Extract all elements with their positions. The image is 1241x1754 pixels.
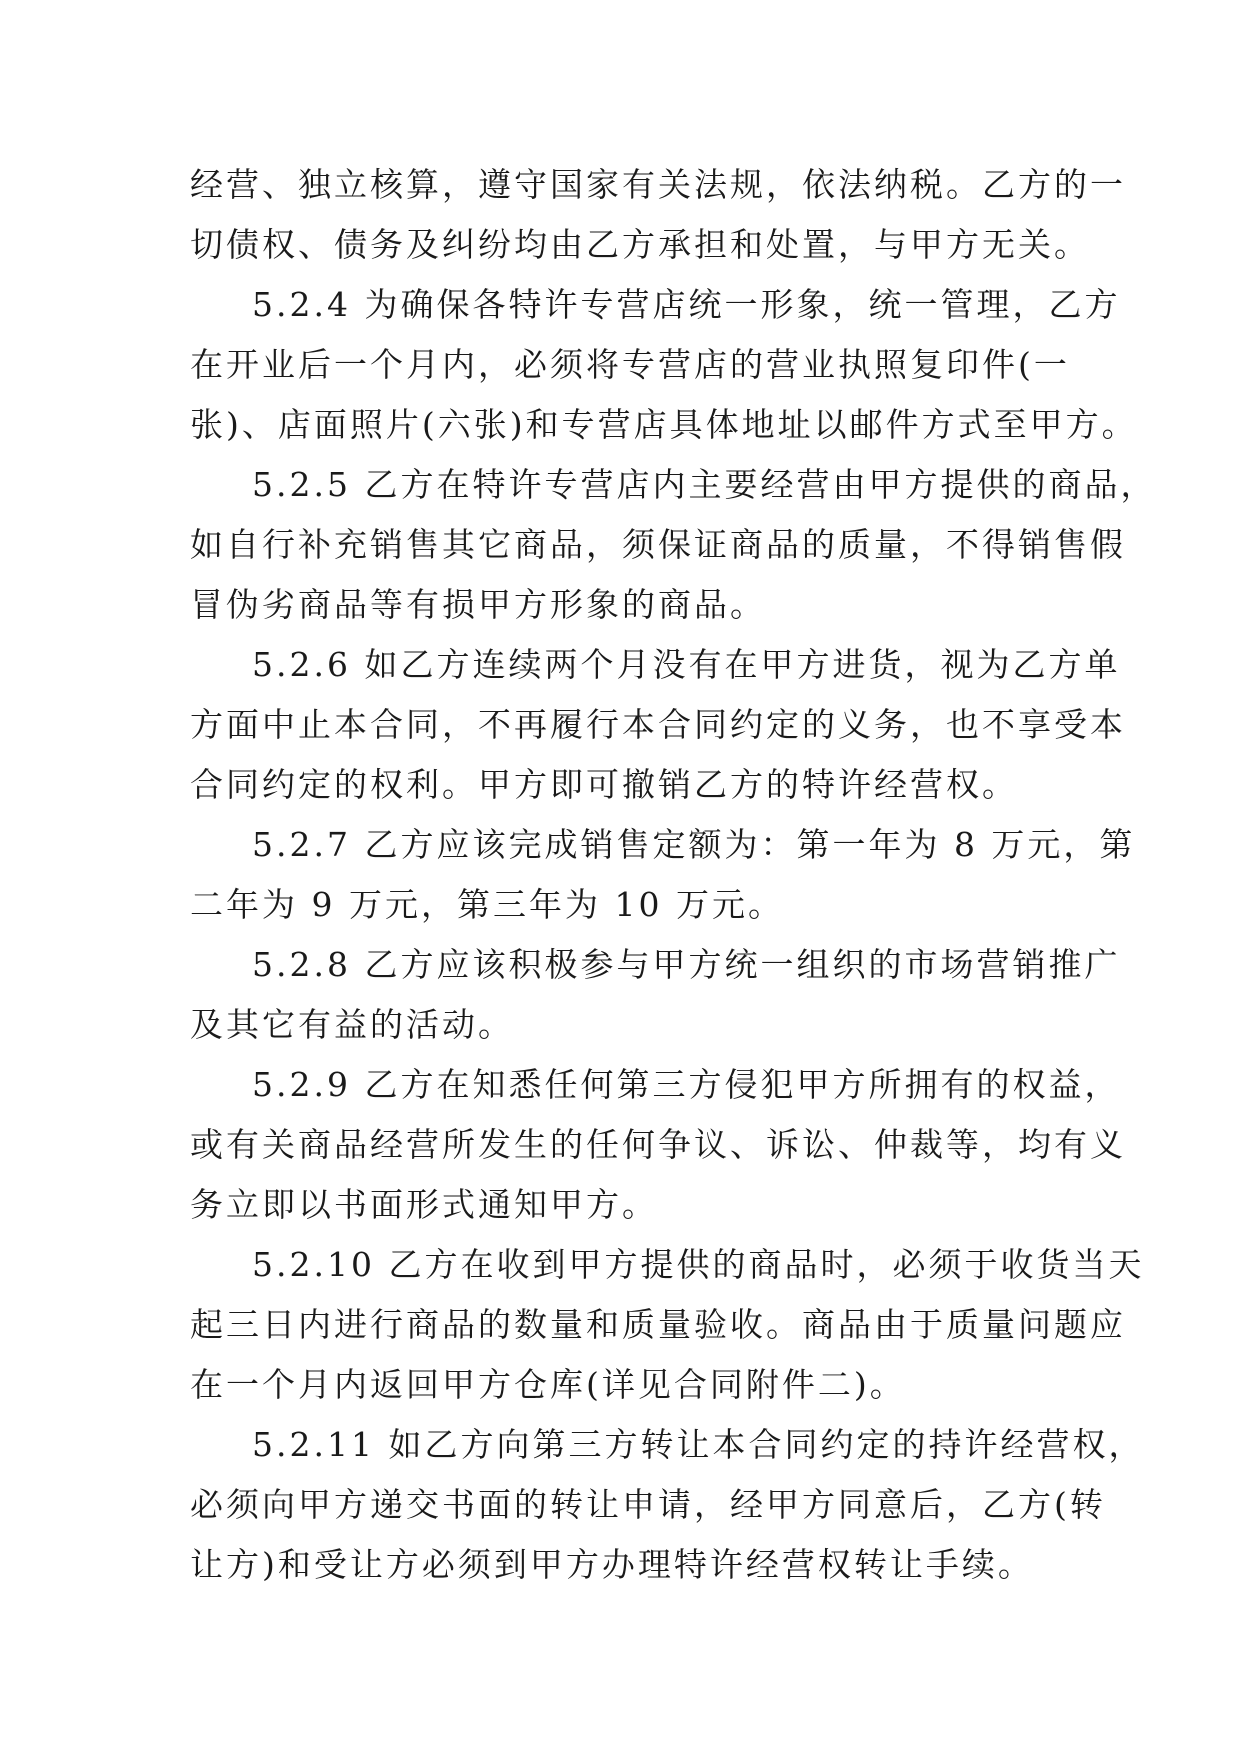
text-line: 5.2.7 乙方应该完成销售定额为：第一年为 8 万元，第 [252,825,1136,864]
text-line: 务立即以书面形式通知甲方。 [190,1185,658,1224]
text-line: 及其它有益的活动。 [190,1005,514,1044]
text-line: 经营、独立核算，遵守国家有关法规，依法纳税。乙方的一 [190,165,1126,204]
text-line: 5.2.8 乙方应该积极参与甲方统一组织的市场营销推广 [252,945,1121,984]
text-line: 张)、店面照片(六张)和专营店具体地址以邮件方式至甲方。 [190,405,1138,444]
text-line: 必须向甲方递交书面的转让申请，经甲方同意后，乙方(转 [190,1485,1106,1524]
document-body [190,155,1157,1595]
text-line: 方面中止本合同，不再履行本合同约定的义务，也不享受本 [190,705,1126,744]
text-line: 5.2.4 为确保各特许专营店统一形象，统一管理，乙方 [252,285,1121,324]
text-line: 如自行补充销售其它商品，须保证商品的质量，不得销售假 [190,525,1126,564]
text-line: 5.2.10 乙方在收到甲方提供的商品时，必须于收货当天 [252,1245,1145,1284]
text-line: 在开业后一个月内，必须将专营店的营业执照复印件(一 [190,345,1070,384]
text-line: 5.2.11 如乙方向第三方转让本合同约定的持许经营权， [252,1425,1145,1464]
text-line: 5.2.5 乙方在特许专营店内主要经营由甲方提供的商品， [252,465,1157,504]
text-line: 起三日内进行商品的数量和质量验收。商品由于质量问题应 [190,1305,1126,1344]
text-line: 在一个月内返回甲方仓库(详见合同附件二)。 [190,1365,906,1404]
text-line: 5.2.6 如乙方连续两个月没有在甲方进货，视为乙方单 [252,645,1121,684]
text-line: 让方)和受让方必须到甲方办理特许经营权转让手续。 [190,1545,1034,1584]
text-line: 二年为 9 万元，第三年为 10 万元。 [190,885,784,924]
text-line: 切债权、债务及纠纷均由乙方承担和处置，与甲方无关。 [190,225,1090,264]
text-line: 或有关商品经营所发生的任何争议、诉讼、仲裁等，均有义 [190,1125,1126,1164]
text-line: 冒伪劣商品等有损甲方形象的商品。 [190,585,766,624]
text-line: 合同约定的权利。甲方即可撤销乙方的特许经营权。 [190,765,1018,804]
text-line: 5.2.9 乙方在知悉任何第三方侵犯甲方所拥有的权益， [252,1065,1121,1104]
